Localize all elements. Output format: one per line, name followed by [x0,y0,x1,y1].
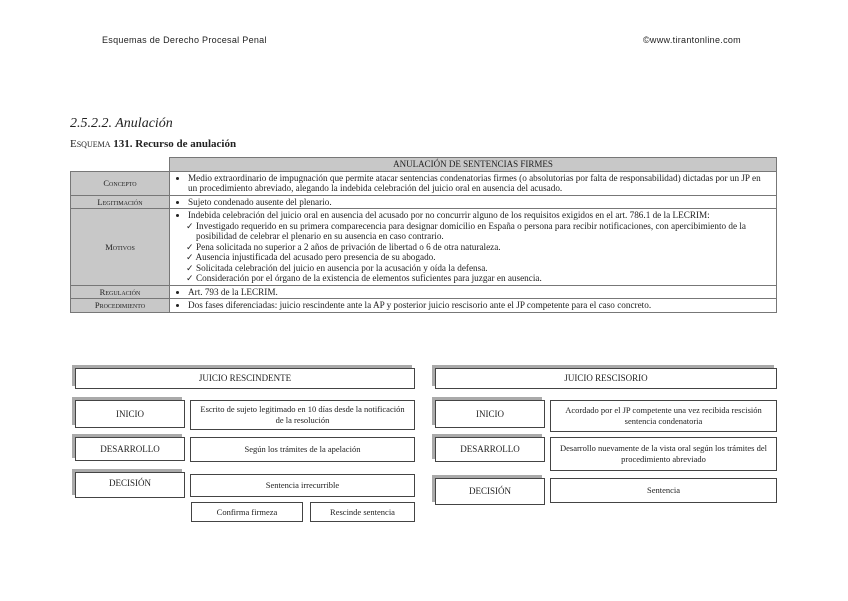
header-left: Esquemas de Derecho Procesal Penal [102,35,267,45]
rescisorio-desarrollo: Desarrollo nuevamente de la vista oral según los trámites del procedimiento abreviado [550,437,777,471]
table-row: Legitimación • Sujeto condenado ausente del plenario. [71,195,777,209]
scheme-title: Esquema 131. Recurso de anulación [70,138,237,150]
rescisorio-title: JUICIO RESCISORIO [435,368,777,389]
rescisorio-inicio-label: INICIO [435,400,545,428]
rescindente-inicio: Escrito de sujeto legitimado en 10 días desde la notificación de la resolución [190,400,415,430]
annulment-table [70,157,777,313]
rescindente-desarrollo-label: DESARROLLO [75,437,185,461]
table-row: Regulación • Art. 793 de la LECRIM. [71,285,777,299]
header-right: ©www.tirantonline.com [643,35,741,45]
rescisorio-inicio: Acordado por el JP competente una vez recibida rescisión sentencia condenatoria [550,400,777,432]
table-row: Procedimiento • Dos fases diferenciadas: juicio rescindente ante la AP y posterior juicio rescisorio ante el JP competente para el caso concreto. [71,299,777,313]
rescindente-title: JUICIO RESCINDENTE [75,368,415,389]
rescindente-decision: Sentencia irrecurrible [190,474,415,497]
rescindente-inicio-label: INICIO [75,400,185,428]
rescisorio-desarrollo-label: DESARROLLO [435,437,545,462]
rescindente-desarrollo: Según los trámites de la apelación [190,437,415,462]
rescisorio-decision-label: DECISIÓN [435,478,545,505]
table-title: ANULACIÓN DE SENTENCIAS FIRMES [170,158,777,172]
option-confirma-firmeza: Confirma firmeza [191,502,303,522]
table-row: Concepto • Medio extraordinario de impugnación que permite atacar sentencias condenatorias firmes (o absolutorias por falta de responsabilidad) dictadas por un JP en un procedimiento abreviado, alegando la indebida celebración del juicio oral en ausencia del acusado. [71,171,777,195]
section-title: 2.5.2.2. Anulación [70,116,173,131]
option-rescinde-sentencia: Rescinde sentencia [310,502,415,522]
rescindente-decision-label: DECISIÓN [75,472,185,498]
table-row: Motivos • Indebida celebración del juicio oral en ausencia del acusado por no concurrir alguno de los requisitos exigidos en el art. 786.1 de la LECRIM: ✓ Investigado requerido en su primera comparecencia para designar domicilio en España o persona para recibir notificaciones, con apercibimiento de la posibilidad de celebrar el plenario en su ausencia en caso contrario. ✓ Pena solicitada no superior a 2 años de privación de libertad o 6 de otra naturaleza. ✓ Ausencia injustificada del acusado pero presencia de su abogado. ✓ Solicitada celebración del juicio en ausencia por la acusación y oída la defensa. ✓ Consideración por el órgano de la existencia de elementos suficientes para juzgar en ausencia. [71,209,777,286]
rescisorio-decision: Sentencia [550,478,777,503]
